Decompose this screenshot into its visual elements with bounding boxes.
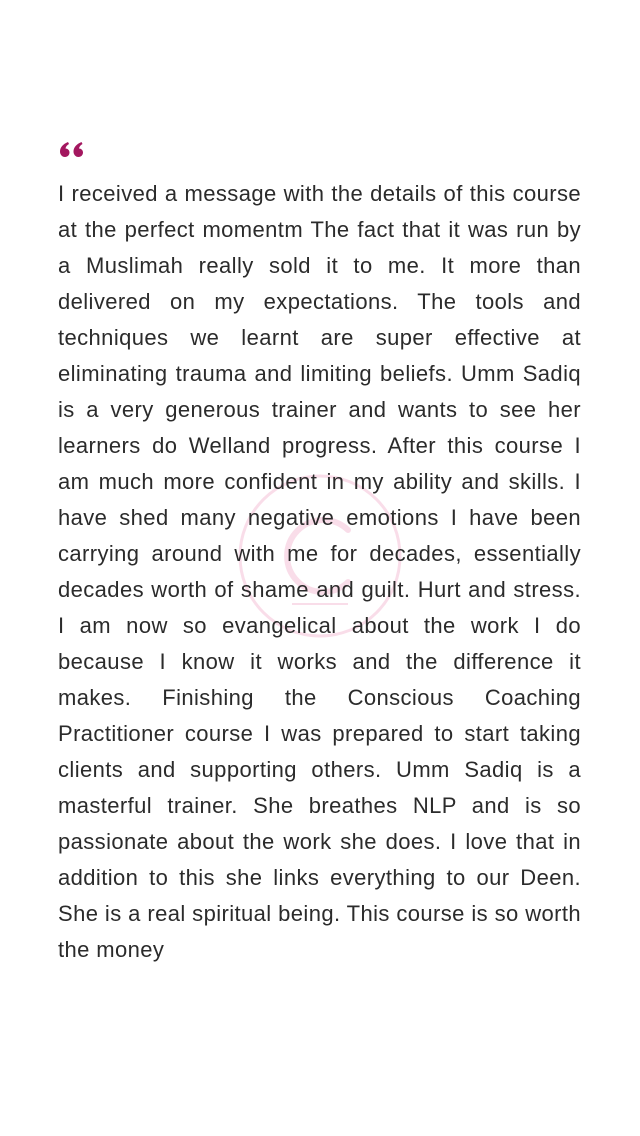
testimonial-text: I received a message with the details of this course at the perfect momentm The fact that it was run by a Muslimah really sold it to me. It more than delivered on my expectations. The tools and techniques we learnt are super effective at eliminating trauma and limiting beliefs. Umm Sadiq is a very generous trainer and wants to see her learners do Welland progress. After this course I am much more confident in my ability and skills. I have shed many negative emotions I have been carrying around with me for decades, essentially decades worth of shame and guilt. Hurt and stress. I am now so evangelical about the work I do because I know it works and the difference it makes. Finishing the Conscious Coaching Practitioner course I was prepared to start taking clients and supporting others. Umm Sadiq is a masterful trainer. She breathes NLP and is so passionate about the work she does. I love that in addition to this she links everything to our Deen. She is a real spiritual being. This course is so worth the money [58, 181, 581, 962]
quote-open-icon [58, 140, 84, 158]
testimonial-card [58, 140, 581, 968]
